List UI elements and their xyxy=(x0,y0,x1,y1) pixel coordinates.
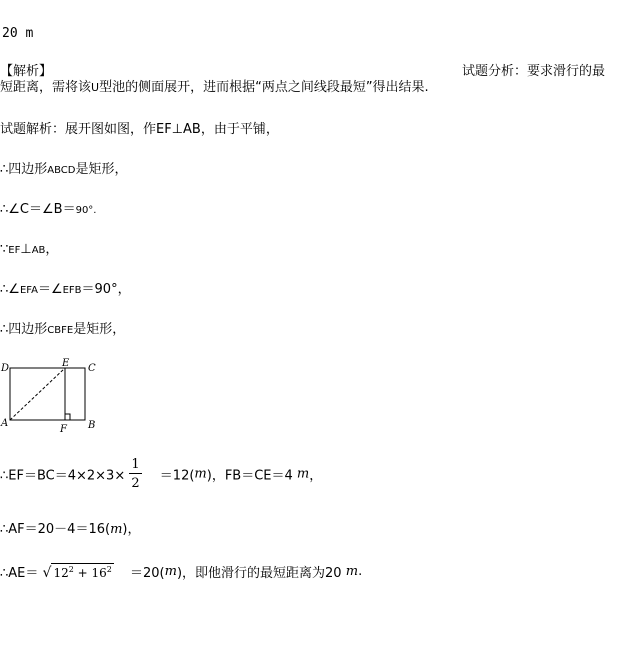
step-4-e: ＝90°， xyxy=(81,282,131,297)
radicand-12: 12 xyxy=(53,565,69,580)
step-5-a: ∴四边形 xyxy=(0,322,48,337)
exponent-b: 2 xyxy=(106,564,112,574)
rectangle-figure xyxy=(0,356,110,436)
calc-ef-d: ， xyxy=(309,468,323,484)
label-e: E xyxy=(62,358,70,369)
step-1-b: ABCD xyxy=(47,165,76,176)
step-2-a: ∴∠C＝∠B＝ xyxy=(0,202,76,217)
step-5-c: 是矩形， xyxy=(73,322,126,337)
step-1-c: 是矩形， xyxy=(75,162,128,177)
calc-ae-unit: m xyxy=(164,564,177,579)
radicand-plus-16: + 16 xyxy=(73,565,107,580)
calc-ae-unit-2: m xyxy=(345,564,359,579)
label-f: F xyxy=(60,424,67,435)
calc-ef-unit: m xyxy=(194,466,207,482)
calc-af xyxy=(0,518,140,537)
calc-ae-b: ＝20( xyxy=(130,566,165,581)
step-2-b: 90°. xyxy=(75,205,97,216)
label-c: C xyxy=(88,363,96,374)
analysis-line2-u: U xyxy=(91,81,100,94)
radicand xyxy=(51,563,113,580)
analysis-label: 【解析】 xyxy=(0,64,53,79)
analysis-line1-right: 试题分析：要求滑行的最 xyxy=(462,64,606,79)
calc-ef-c: )，FB＝CE＝4 xyxy=(206,468,293,484)
analysis-line2-b: 型池的侧面展开，进而根据“两点之间线段最短”得出结果. xyxy=(99,80,429,95)
rect-abcd xyxy=(10,368,85,420)
calc-ae xyxy=(0,562,362,581)
step-5 xyxy=(0,318,125,337)
calc-ef-b: ＝12( xyxy=(159,468,195,484)
calc-ae-d: . xyxy=(358,564,363,579)
fraction-one-half xyxy=(129,458,141,490)
calc-ae-c: )，即他滑行的最短距离为20 xyxy=(176,566,342,581)
step-1 xyxy=(0,158,128,177)
step-4-a: ∴∠ xyxy=(0,282,20,297)
fraction-numerator: 1 xyxy=(131,457,140,472)
step-3 xyxy=(0,238,58,257)
calc-af-unit: m xyxy=(110,522,123,537)
calc-af-b: )， xyxy=(122,522,141,537)
analysis-line2 xyxy=(0,76,429,95)
step-3-c: ⊥ xyxy=(20,242,32,257)
label-d: D xyxy=(1,363,10,374)
step-3-d: AB xyxy=(31,245,46,256)
answer-text: 20 m xyxy=(2,26,34,41)
solution-intro: 试题解析：展开图如图，作EF⊥AB，由于平铺， xyxy=(0,122,279,137)
step-3-b: EF xyxy=(8,245,21,256)
step-4-b: EFA xyxy=(19,285,38,296)
exponent-a: 2 xyxy=(68,564,74,574)
step-1-a: ∴四边形 xyxy=(0,162,48,177)
step-4-c: ＝∠ xyxy=(37,282,63,297)
analysis-line2-a: 短距离，需将该 xyxy=(0,80,92,95)
step-4-d: EFB xyxy=(62,285,82,296)
calc-ef xyxy=(0,458,322,490)
step-4 xyxy=(0,278,131,297)
calc-ef-a: ∴EF＝BC＝4×2×3× xyxy=(0,468,126,484)
right-angle-mark xyxy=(65,414,70,420)
step-3-e: ， xyxy=(45,242,59,257)
fraction-denominator: 2 xyxy=(131,476,140,491)
calc-ae-a: ∴AE＝ xyxy=(0,566,39,581)
label-b: B xyxy=(88,420,96,431)
step-3-a: ∵ xyxy=(0,242,9,257)
segment-ae-dashed xyxy=(10,368,65,420)
radical-sign: √ xyxy=(42,564,52,581)
square-root xyxy=(43,563,114,581)
label-a: A xyxy=(1,418,9,429)
step-2 xyxy=(0,198,96,217)
calc-ef-unit-2: m xyxy=(296,466,310,482)
step-5-b: CBFE xyxy=(47,325,74,336)
calc-af-a: ∴AF＝20－4＝16( xyxy=(0,522,111,537)
